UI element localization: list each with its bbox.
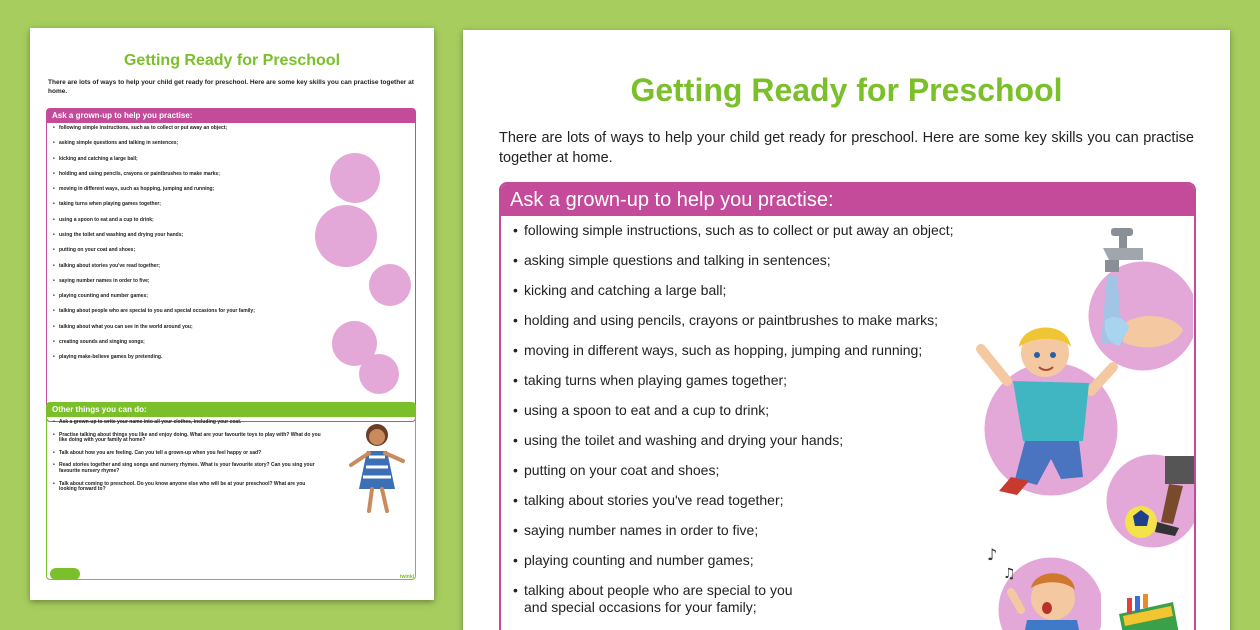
list-item: • kicking and catching a large ball; (513, 282, 971, 299)
thumbnail-other-list (47, 417, 321, 493)
list-item: • holding and using pencils, crayons or paintbrushes to make marks; (513, 312, 971, 329)
practise-heading: Ask a grown-up to help you practise: (501, 184, 1194, 216)
list-item: • holding and using pencils, crayons or paintbrushes to make marks; (53, 172, 297, 178)
football-icon (1103, 446, 1196, 556)
thumbnail-practise-section (46, 108, 416, 422)
list-item: • taking turns when playing games together; (53, 202, 297, 208)
list-item: • putting on your coat and shoes; (53, 248, 297, 254)
list-item: • creating sounds and singing songs; (53, 340, 297, 346)
thumbnail-other-heading: Other things you can do: (47, 403, 415, 417)
practise-section (499, 182, 1196, 630)
boy-jumping-icon (315, 205, 377, 267)
list-item (513, 582, 971, 616)
list-item: • playing counting and number games; (513, 552, 971, 569)
list-item: • Talk about how you are feeling. Can you tell a grown-up when you feel happy or sad? (53, 451, 323, 457)
list-item: • following simple instructions, such as to collect or put away an object; (513, 222, 971, 239)
list-item: • kicking and catching a large ball; (53, 157, 297, 163)
svg-text:♫: ♫ (1003, 566, 1016, 582)
singing-boy-icon (981, 540, 1101, 630)
list-item: • using a spoon to eat and a cup to drink; (53, 218, 297, 224)
list-item: • moving in different ways, such as hopping, jumping and running; (513, 342, 971, 359)
list-item: • taking turns when playing games together; (513, 372, 971, 389)
list-item: • saying number names in order to five; (53, 279, 297, 285)
thumbnail-title: Getting Ready for Preschool (123, 52, 341, 69)
list-item: • using the toilet and washing and drying your hands; (53, 233, 297, 239)
practise-list (501, 216, 971, 616)
list-item: • using the toilet and washing and drying your hands; (513, 432, 971, 449)
worksheet-thumbnail (30, 28, 434, 600)
page-title: Getting Ready for Preschool (630, 72, 1063, 108)
worksheet-detail (463, 30, 1230, 630)
thumbnail-practise-list (47, 123, 297, 361)
football-icon (369, 264, 411, 306)
list-item: • Ask a grown-up to write your name into all your clothes, including your coat. (53, 420, 323, 426)
list-item: • putting on your coat and shoes; (513, 462, 971, 479)
crayon-box-icon (359, 354, 399, 394)
list-item: • asking simple questions and talking in sentences; (513, 252, 971, 269)
list-item-line: talking about people who are special to you (524, 582, 793, 598)
list-item: • following simple instructions, such as to collect or put away an object; (53, 126, 297, 132)
list-item-line: and special occasions for your family; (524, 599, 757, 615)
thumbnail-intro: There are lots of ways to help your child get ready for preschool. Here are some key skills you can practise together at home. (48, 79, 414, 95)
list-item: • moving in different ways, such as hopping, jumping and running; (53, 187, 297, 193)
crayon-box-icon (1113, 594, 1183, 630)
boy-jumping-icon (971, 309, 1121, 499)
list-item: • talking about stories you've read together; (53, 264, 297, 270)
footer-brand: twinkl (399, 574, 414, 580)
list-item: • talking about people who are special to you and special occasions for your family; (53, 309, 297, 315)
twinkl-logo (50, 568, 80, 580)
list-item: • asking simple questions and talking in sentences; (53, 141, 297, 147)
tap-water-icon (330, 153, 380, 203)
list-item: • playing make-believe games by pretending. (53, 355, 297, 361)
list-item: • Read stories together and sing songs and nursery rhymes. What is your favourite story? Can you sing your favourite nursery rhyme? (53, 463, 323, 474)
intro-paragraph: There are lots of ways to help your child get ready for preschool. Here are some key skills you can practise together at home. (499, 130, 1194, 166)
list-item: • talking about stories you've read together; (513, 492, 971, 509)
list-item: • Practise talking about things you like and enjoy doing. What are your favourite toys to play with? What do you like doing with your family at home? (53, 433, 323, 444)
list-item: • saying number names in order to five; (513, 522, 971, 539)
list-item: • using a spoon to eat and a cup to drink; (513, 402, 971, 419)
list-item: • talking about what you can see in the world around you; (53, 325, 297, 331)
list-item: • playing counting and number games; (53, 294, 297, 300)
svg-text:♪: ♪ (987, 545, 998, 564)
list-item: • Talk about coming to preschool. Do you know anyone else who will be at your preschool? What are you looking forward to? (53, 482, 323, 493)
girl-dancing-icon (347, 417, 407, 517)
thumbnail-practise-heading: Ask a grown-up to help you practise: (47, 109, 415, 123)
thumbnail-other-section (46, 402, 416, 580)
